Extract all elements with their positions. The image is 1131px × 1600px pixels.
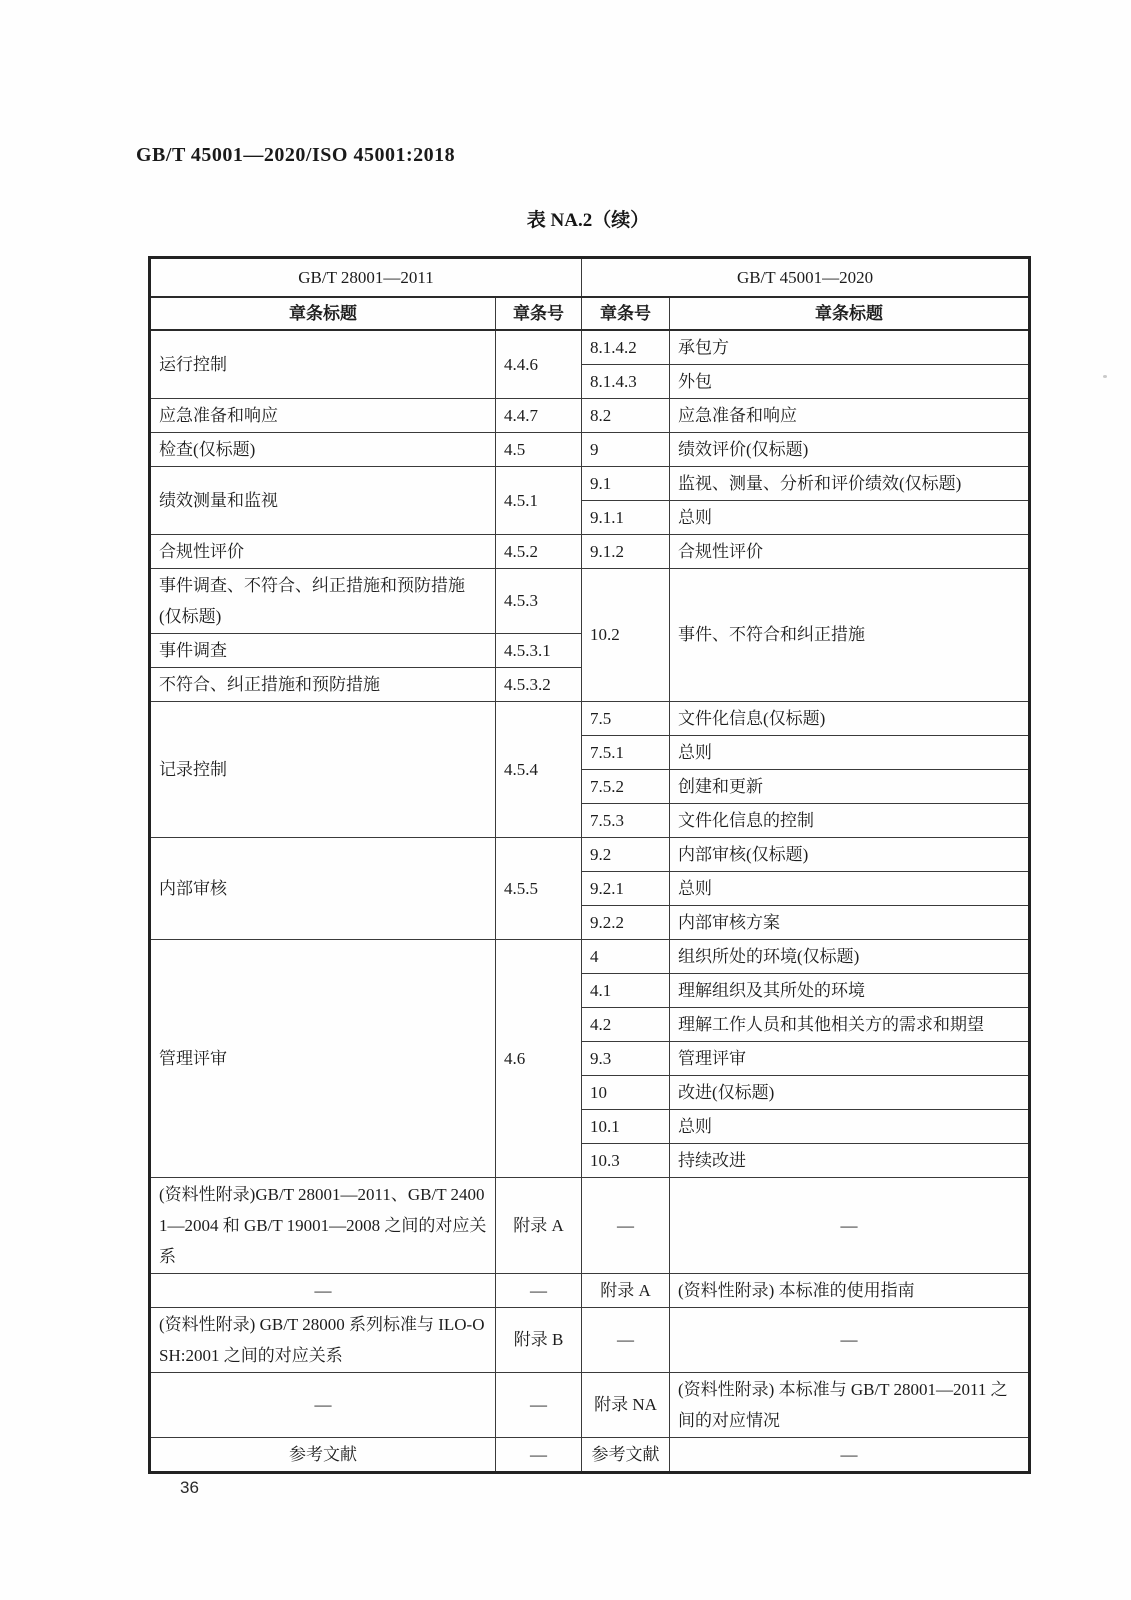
table-cell: 4.5.4: [496, 701, 582, 837]
table-cell: 4.4.7: [496, 398, 582, 432]
table-cell: —: [670, 1437, 1030, 1472]
table-cell: 组织所处的环境(仅标题): [670, 939, 1030, 973]
table-cell: 4.4.6: [496, 330, 582, 399]
table-cell: 内部审核: [150, 837, 496, 939]
table-cell: 4.1: [582, 973, 670, 1007]
table-cell: 持续改进: [670, 1143, 1030, 1177]
table-cell: 4.5: [496, 432, 582, 466]
column-header-row: [150, 297, 1030, 330]
standard-header-row: [150, 258, 1030, 297]
table-cell: 应急准备和响应: [150, 398, 496, 432]
table-cell: 附录 A: [582, 1273, 670, 1307]
table-cell: 9.3: [582, 1041, 670, 1075]
table-row: [150, 568, 1030, 633]
table-caption: 表 NA.2（续）: [526, 210, 650, 231]
table-cell: (资料性附录) 本标准的使用指南: [670, 1273, 1030, 1307]
table-cell: (资料性附录) GB/T 28000 系列标准与 ILO-OSH:2001 之间的对应关系: [150, 1307, 496, 1372]
table-cell: 改进(仅标题): [670, 1075, 1030, 1109]
table-cell: 参考文献: [150, 1437, 496, 1472]
table-cell: 管理评审: [670, 1041, 1030, 1075]
table-cell: 附录 NA: [582, 1372, 670, 1437]
doc-code: GB/T 45001—2020/ISO 45001:2018: [136, 144, 456, 166]
table-cell: 理解组织及其所处的环境: [670, 973, 1030, 1007]
table-row: [150, 1437, 1030, 1472]
table-cell: 10.1: [582, 1109, 670, 1143]
table-cell: 9.1.2: [582, 534, 670, 568]
table-row: [150, 837, 1030, 871]
table-body: [150, 330, 1030, 1473]
table-cell: 检查(仅标题): [150, 432, 496, 466]
table-cell: —: [670, 1307, 1030, 1372]
table-cell: 管理评审: [150, 939, 496, 1177]
table-cell: 10.2: [582, 568, 670, 701]
table-cell: —: [582, 1177, 670, 1273]
left-standard-header: GB/T 28001—2011: [150, 258, 582, 297]
table-cell: 绩效评价(仅标题): [670, 432, 1030, 466]
table-cell: 4.5.3.2: [496, 667, 582, 701]
table-cell: 4: [582, 939, 670, 973]
table-cell: —: [670, 1177, 1030, 1273]
table-row: [150, 939, 1030, 973]
table-cell: 文件化信息(仅标题): [670, 701, 1030, 735]
table-row: [150, 1273, 1030, 1307]
table-row: [150, 432, 1030, 466]
col-header-left-no: 章条号: [496, 297, 582, 330]
table-cell: 4.5.1: [496, 466, 582, 534]
table-row: [150, 1177, 1030, 1273]
table-row: [150, 534, 1030, 568]
table-cell: 应急准备和响应: [670, 398, 1030, 432]
table-cell: 4.6: [496, 939, 582, 1177]
table-cell: 内部审核方案: [670, 905, 1030, 939]
table-cell: 监视、测量、分析和评价绩效(仅标题): [670, 466, 1030, 500]
table-cell: 总则: [670, 1109, 1030, 1143]
table-cell: 9.1.1: [582, 500, 670, 534]
table-cell: 4.2: [582, 1007, 670, 1041]
table-cell: —: [150, 1372, 496, 1437]
table-cell: 运行控制: [150, 330, 496, 399]
table-row: [150, 1307, 1030, 1372]
table-cell: 8.1.4.3: [582, 364, 670, 398]
scan-speck: [1103, 375, 1107, 378]
table-cell: 绩效测量和监视: [150, 466, 496, 534]
table-cell: —: [150, 1273, 496, 1307]
table-cell: 9.2.2: [582, 905, 670, 939]
table-cell: 10.3: [582, 1143, 670, 1177]
table-cell: 不符合、纠正措施和预防措施: [150, 667, 496, 701]
table-cell: 外包: [670, 364, 1030, 398]
table-cell: 9: [582, 432, 670, 466]
table-cell: 事件调查、不符合、纠正措施和预防措施(仅标题): [150, 568, 496, 633]
table-cell: 合规性评价: [150, 534, 496, 568]
table-cell: 9.2: [582, 837, 670, 871]
right-standard-header: GB/T 45001—2020: [582, 258, 1030, 297]
table-cell: —: [496, 1273, 582, 1307]
table-cell: 事件、不符合和纠正措施: [670, 568, 1030, 701]
table-cell: 理解工作人员和其他相关方的需求和期望: [670, 1007, 1030, 1041]
table-cell: 总则: [670, 735, 1030, 769]
table-cell: 文件化信息的控制: [670, 803, 1030, 837]
table-cell: 记录控制: [150, 701, 496, 837]
table-cell: 4.5.3.1: [496, 633, 582, 667]
table-cell: —: [496, 1437, 582, 1472]
table-row: [150, 330, 1030, 365]
table-row: [150, 466, 1030, 500]
table-cell: 4.5.5: [496, 837, 582, 939]
table-cell: 8.2: [582, 398, 670, 432]
col-header-left-title: 章条标题: [150, 297, 496, 330]
table-cell: 承包方: [670, 330, 1030, 365]
table-cell: 合规性评价: [670, 534, 1030, 568]
table-row: [150, 398, 1030, 432]
table-cell: 总则: [670, 500, 1030, 534]
table-cell: 7.5.1: [582, 735, 670, 769]
col-header-right-no: 章条号: [582, 297, 670, 330]
table-cell: —: [582, 1307, 670, 1372]
table-cell: 附录 B: [496, 1307, 582, 1372]
table-cell: 7.5.2: [582, 769, 670, 803]
table-cell: 参考文献: [582, 1437, 670, 1472]
table-cell: 7.5.3: [582, 803, 670, 837]
table-row: [150, 701, 1030, 735]
table-cell: 9.1: [582, 466, 670, 500]
table-cell: 8.1.4.2: [582, 330, 670, 365]
col-header-right-title: 章条标题: [670, 297, 1030, 330]
table-cell: 10: [582, 1075, 670, 1109]
table-cell: 内部审核(仅标题): [670, 837, 1030, 871]
table-cell: (资料性附录)GB/T 28001—2011、GB/T 24001—2004 和 GB/T 19001—2008 之间的对应关系: [150, 1177, 496, 1273]
table-cell: 4.5.3: [496, 568, 582, 633]
table-cell: 附录 A: [496, 1177, 582, 1273]
table-cell: 总则: [670, 871, 1030, 905]
table-cell: 创建和更新: [670, 769, 1030, 803]
correspondence-table: [148, 256, 1031, 1474]
table-cell: —: [496, 1372, 582, 1437]
table-cell: 事件调查: [150, 633, 496, 667]
table-cell: 4.5.2: [496, 534, 582, 568]
table-cell: 7.5: [582, 701, 670, 735]
table-cell: (资料性附录) 本标准与 GB/T 28001—2011 之间的对应情况: [670, 1372, 1030, 1437]
table-row: [150, 1372, 1030, 1437]
page-number: 36: [180, 1478, 199, 1497]
table-cell: 9.2.1: [582, 871, 670, 905]
